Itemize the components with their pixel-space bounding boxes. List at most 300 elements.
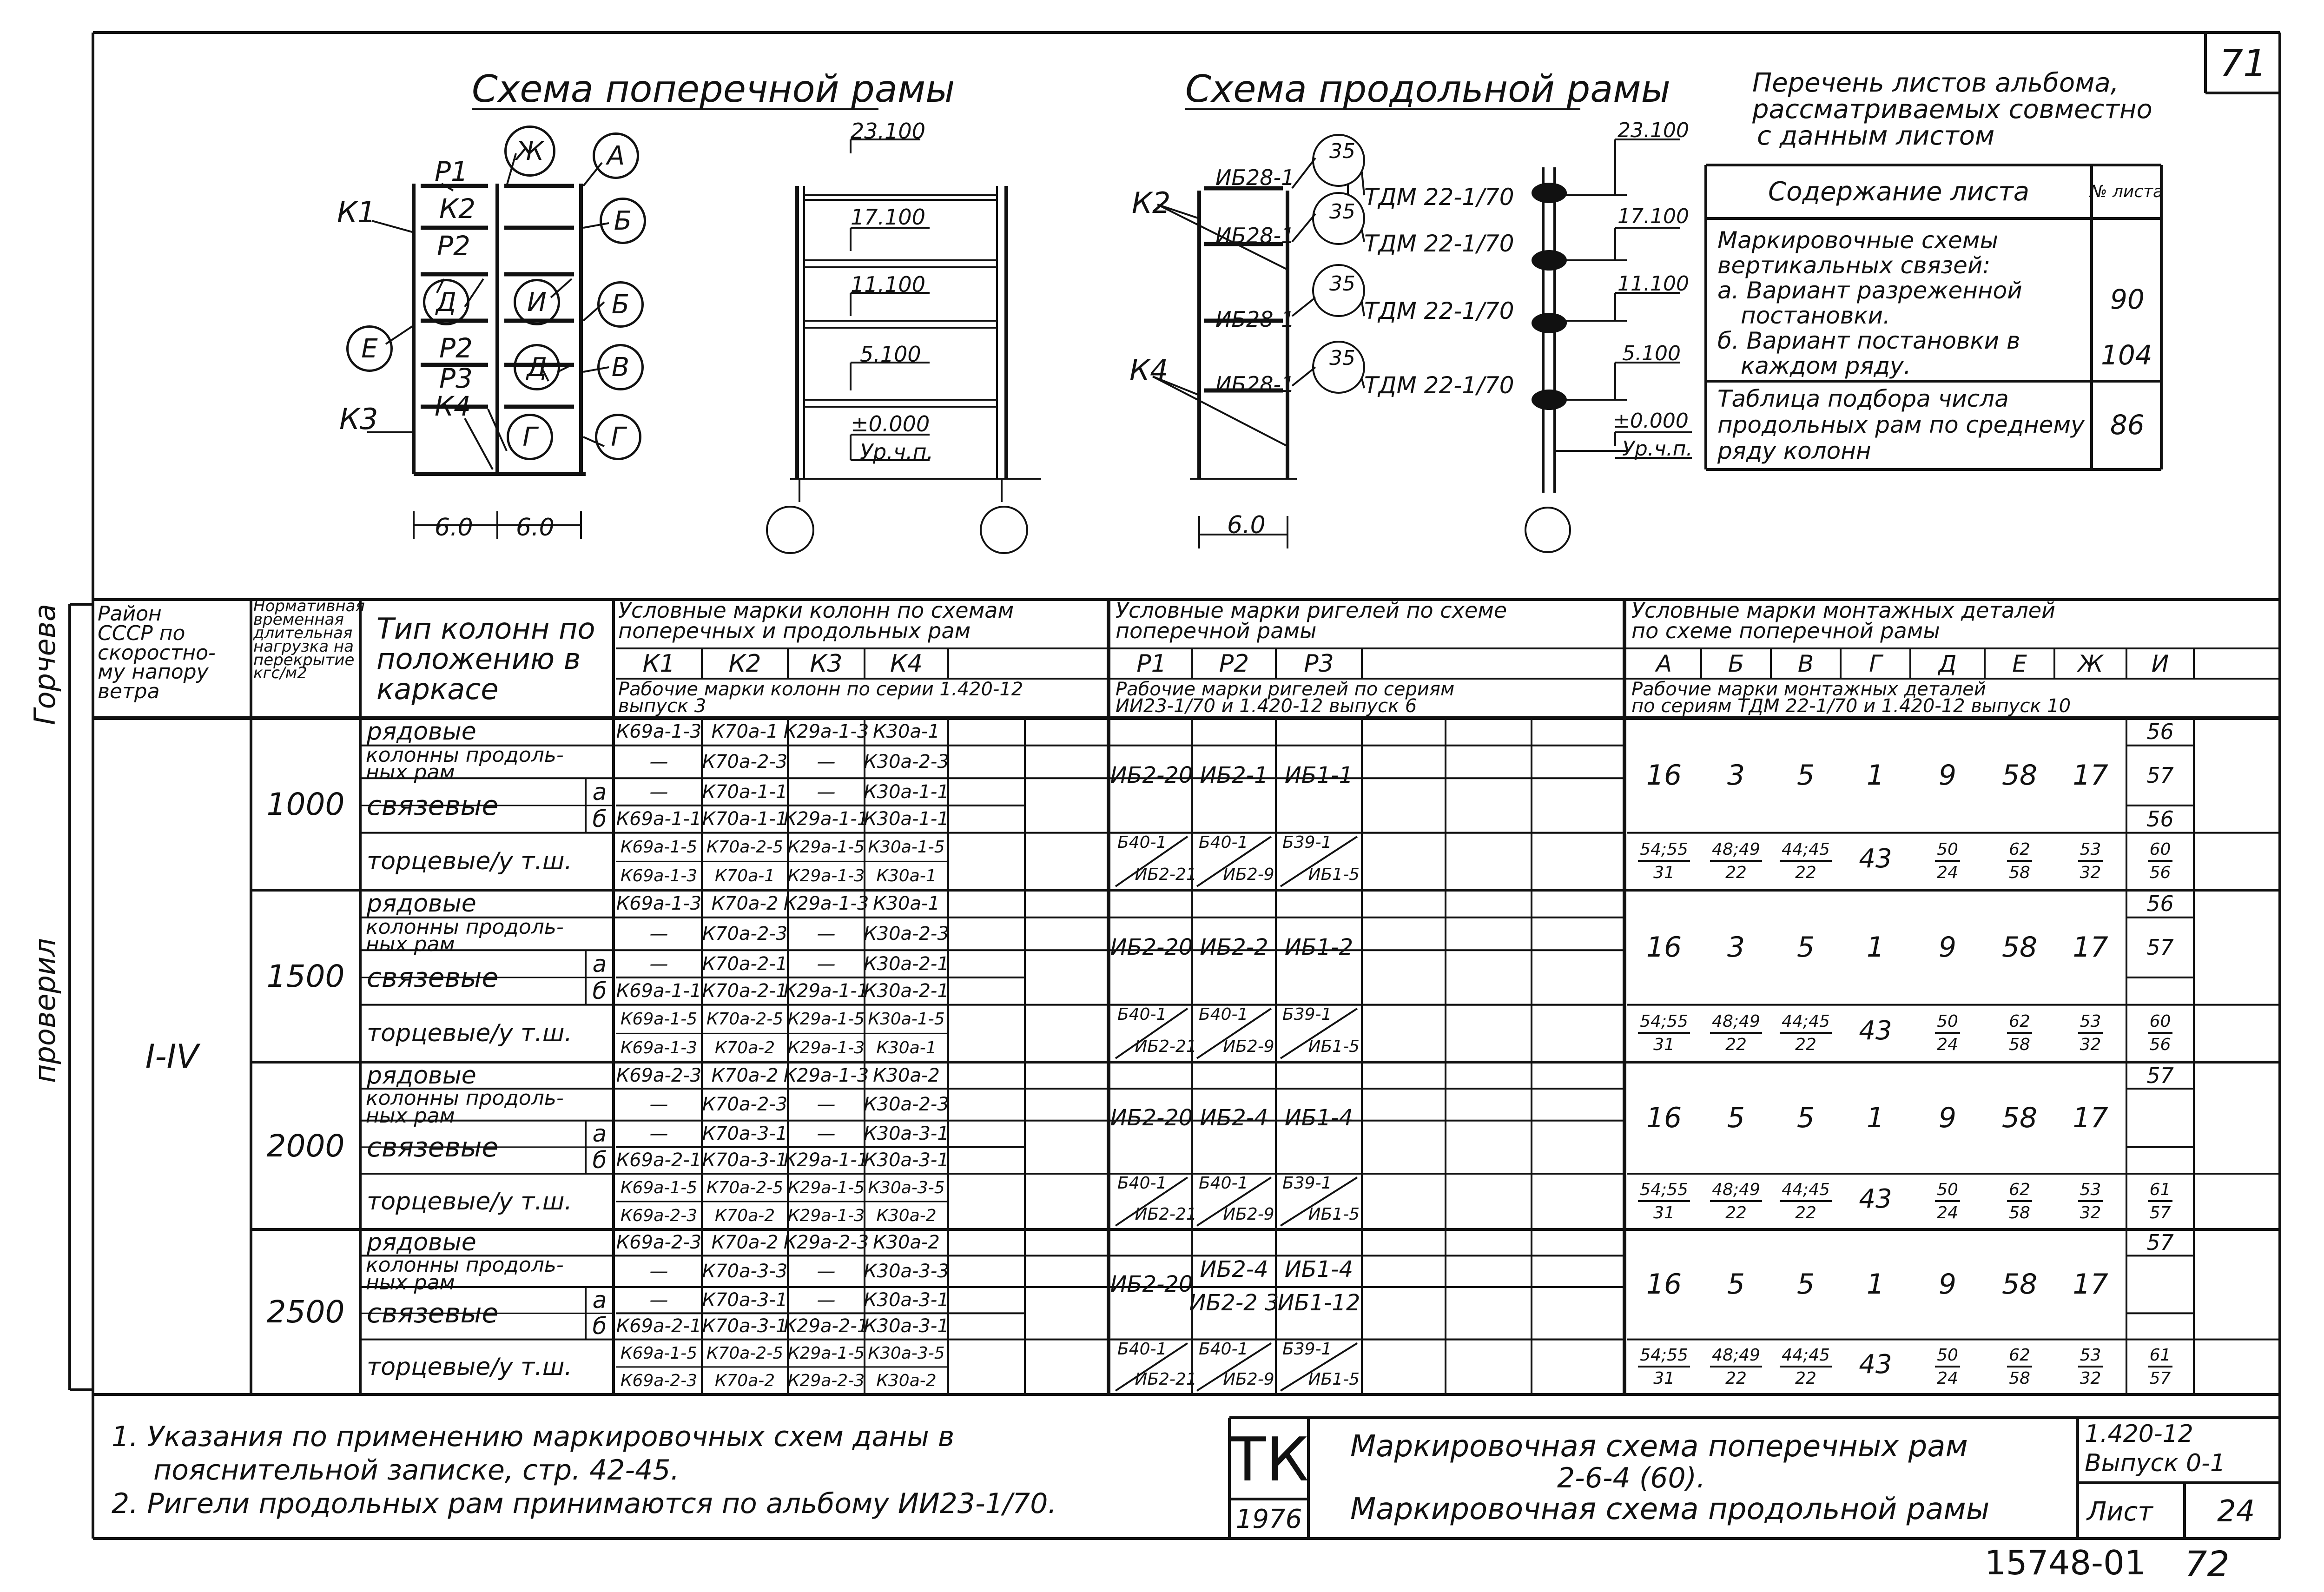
header-cols-top-line: поперечных и продольных рам [618, 618, 971, 643]
detail-mark: 5 [1796, 1102, 1815, 1134]
col-mark: К69а-1-3 [616, 721, 702, 743]
detail-i: 56 [2146, 719, 2174, 745]
col-mark: К70а-1-1 [702, 781, 788, 803]
header-cols-bottom-line: Рабочие марки колонн по серии 1.420-12 [618, 679, 1023, 700]
beam-end-top: Б39-1 [1282, 832, 1332, 852]
detail-end [2054, 1340, 2126, 1394]
detail-end [1841, 1005, 1910, 1062]
detail-end-bottom: 31 [1653, 863, 1675, 883]
header-region-line: СССР по [98, 621, 185, 645]
col-mark: К29а-1-1 [783, 808, 869, 830]
type-end: торцевые/у т.ш. [367, 1019, 572, 1048]
header-det-bottom [1631, 679, 2071, 717]
header-region-line: му напору [98, 660, 209, 684]
sheet-list-header-content: Содержание листа [1768, 177, 2030, 207]
detail-end [1910, 833, 1985, 890]
detail-end-bottom: 22 [1725, 1368, 1747, 1388]
col-mark: К70а-3-1 [702, 1289, 788, 1311]
detail-mark: 9 [1938, 759, 1957, 792]
detail-end-top: 44;45 [1780, 1013, 1832, 1034]
header-region-line: скоростно- [98, 641, 216, 665]
header-cols-top [618, 598, 1014, 643]
col-mark: — [649, 953, 668, 975]
stamp-title-1: Маркировочная схема поперечных рам [1350, 1429, 1968, 1464]
col-mark-end-bottom: К69а-1-3 [620, 1038, 698, 1057]
header-type-line: Тип колонн по [376, 612, 595, 646]
col-mark: — [649, 1123, 668, 1145]
type-end: торцевые/у т.ш. [367, 847, 572, 876]
col-mark: — [649, 1094, 668, 1116]
detail-end [1985, 833, 2054, 890]
col-mark-end-top: К70а-2-5 [706, 837, 784, 857]
header-type [376, 612, 595, 707]
detail-end-top: 62 [2007, 1347, 2032, 1367]
col-mark-end-bottom: К70а-2 [714, 1206, 775, 1225]
label-k2: К2 [439, 193, 476, 225]
col-mark-end-bottom: К70а-2 [714, 1371, 775, 1390]
note-1-line-2: пояснительной записке, стр. 42-45. [153, 1454, 680, 1486]
detail-end-bottom: 32 [2080, 1035, 2101, 1055]
beam-end-bottom: ИБ1-5 [1308, 1037, 1360, 1056]
header-beams-bottom-line: ИИ23-1/70 и 1.420-12 выпуск 6 [1116, 695, 1417, 717]
col-mark-end-bottom: К70а-1 [714, 866, 775, 885]
tdm-3: ТДМ 22-1/70 [1364, 297, 1514, 324]
col-mark: — [817, 1289, 836, 1311]
detail-end-top: 53 [2078, 841, 2103, 862]
circle-35-4: 35 [1329, 346, 1355, 370]
header-det-bottom-line: Рабочие марки монтажных деталей [1631, 679, 1986, 700]
detail-end-top: 43 [1859, 1016, 1892, 1046]
type-long-line: колонны продоль- [366, 743, 564, 767]
type-row: рядовые [367, 890, 476, 918]
detail-end [1771, 833, 1841, 890]
col-mark: К70а-3-1 [702, 1123, 788, 1145]
header-region-line: ветра [98, 680, 160, 704]
detail-end-top: 43 [1859, 1349, 1892, 1380]
detail-mark: 3 [1727, 759, 1745, 792]
detail-end-bottom: 22 [1795, 1368, 1816, 1388]
header-col-К4: К4 [890, 649, 923, 678]
detail-end [2126, 1174, 2194, 1229]
detail-mark: 5 [1796, 931, 1815, 964]
col-mark: К30а-3-1 [864, 1123, 949, 1145]
header-det-И: И [2151, 650, 2169, 677]
beam-end-top: Б40-1 [1117, 1004, 1167, 1024]
detail-end [1985, 1340, 2054, 1394]
col-mark-end-top: К29а-1-5 [787, 837, 865, 857]
col-mark: К70а-2 [711, 1064, 779, 1086]
sheet-list-line: Таблица подбора числа [1717, 385, 2009, 412]
stamp-logo: ТК [1229, 1424, 1309, 1495]
long-label-k2: К2 [1132, 186, 1171, 220]
detail-mark: 5 [1727, 1102, 1745, 1134]
type-a: а [592, 1287, 607, 1314]
type-b: б [592, 978, 607, 1005]
beam-end-bottom: ИБ2-21 [1135, 1369, 1197, 1389]
type-b: б [592, 1313, 607, 1340]
label-p3: Р3 [439, 363, 473, 394]
detail-mark: 17 [2073, 1102, 2108, 1134]
col-mark: К70а-2-3 [702, 751, 788, 773]
col-mark: К30а-3-1 [864, 1289, 949, 1311]
detail-end [1701, 1005, 1771, 1062]
detail-mark: 9 [1938, 1102, 1957, 1134]
elev-right-23100: 23.100 [1618, 119, 1689, 142]
stamp-year: 1976 [1235, 1504, 1302, 1534]
stamp-sheet-label: Лист [2087, 1497, 2153, 1527]
circle-d1: Д [423, 279, 469, 325]
beam-end-bottom: ИБ1-5 [1308, 865, 1360, 884]
sheet-list-row-1 [1717, 228, 2022, 378]
beam-mark: ИБ2-20 [1110, 934, 1193, 961]
header-beams-top-line: Условные марки ригелей по схеме [1116, 598, 1507, 623]
col-mark: К30а-2-1 [864, 980, 949, 1002]
type-long-line: колонны продоль- [366, 1253, 564, 1277]
beam-end-top: Б40-1 [1199, 1004, 1248, 1024]
beam-mark: ИБ2-20 [1110, 762, 1193, 789]
col-mark-end-top: К29а-1-5 [787, 1343, 865, 1363]
col-mark: К70а-3-1 [702, 1315, 788, 1337]
col-mark-end-top: К70а-2-5 [706, 1009, 784, 1029]
col-mark: К69а-1-1 [616, 980, 702, 1002]
detail-end [1627, 1340, 1701, 1394]
detail-end-top: 48;49 [1710, 1182, 1762, 1202]
col-mark-end-top: К29а-1-5 [787, 1178, 865, 1197]
detail-end [1985, 1005, 2054, 1062]
sheet-list-title-line: рассматриваемых совместно [1752, 94, 2152, 125]
col-mark: — [649, 1289, 668, 1311]
circle-35-3: 35 [1329, 272, 1355, 296]
detail-end [1841, 1174, 1910, 1229]
side-stamp-checked: проверил [28, 938, 62, 1083]
type-long [366, 1086, 564, 1128]
elev-right-17100: 17.100 [1618, 205, 1689, 228]
col-mark: К29а-1-3 [783, 893, 869, 915]
type-bond: связевые [367, 961, 499, 993]
col-mark-end-bottom: К30а-2 [876, 1371, 937, 1390]
circle-b2: Б [597, 281, 644, 328]
stamp-series: 1.420-12 [2085, 1420, 2193, 1448]
col-mark: К30а-1-1 [864, 781, 949, 803]
detail-end-bottom: 22 [1795, 1203, 1816, 1222]
col-mark-end-bottom: К29а-2-3 [787, 1371, 865, 1390]
detail-end-top: 44;45 [1780, 841, 1832, 862]
detail-end [1910, 1174, 1985, 1229]
circle-35-2: 35 [1329, 200, 1355, 224]
col-mark: К70а-2-3 [702, 1094, 788, 1116]
col-mark: — [649, 781, 668, 803]
header-load-line: временная [253, 610, 344, 629]
detail-mark: 16 [1646, 1102, 1682, 1134]
beam-end-bottom: ИБ2-9 [1223, 1204, 1274, 1224]
col-mark: К30а-2 [873, 1232, 940, 1254]
header-beams-top [1116, 598, 1507, 643]
detail-end-bottom: 32 [2080, 1203, 2101, 1222]
detail-end [2126, 833, 2194, 890]
sheet-list-line: ряду колонн [1717, 437, 1871, 464]
label-k4: К4 [435, 390, 471, 422]
col-mark-end-top: К69а-1-5 [620, 1178, 698, 1197]
sheet-list-line: постановки. [1741, 302, 1890, 329]
beam-end-top: Б40-1 [1117, 1174, 1167, 1193]
detail-end-top: 60 [2148, 1013, 2173, 1034]
dim-6-0-a: 6.0 [435, 514, 473, 542]
header-det-top-line: Условные марки монтажных деталей [1631, 598, 2055, 623]
label-p2: Р2 [437, 230, 470, 262]
detail-end-bottom: 56 [2149, 1035, 2171, 1055]
detail-end-bottom: 58 [2009, 1368, 2030, 1388]
detail-end-bottom: 32 [2080, 863, 2101, 883]
detail-end [2054, 1174, 2126, 1229]
detail-mark: 5 [1727, 1268, 1745, 1301]
header-load-line: длительная [253, 623, 353, 642]
col-mark: К70а-2 [711, 893, 779, 915]
col-mark: К70а-3-3 [702, 1261, 788, 1282]
elev-right-floor: Ур.ч.п. [1622, 437, 1693, 461]
sheet-list-row-2 [1717, 386, 2085, 464]
detail-end-top: 62 [2007, 841, 2032, 862]
label-p2b: Р2 [439, 332, 473, 364]
long-label-k4: К4 [1129, 353, 1169, 387]
detail-end [1627, 833, 1701, 890]
header-load-line: кгс/м2 [253, 664, 307, 683]
detail-mark: 58 [2001, 759, 2038, 792]
detail-end-bottom: 24 [1937, 1203, 1958, 1222]
header-det-Б: Б [1728, 650, 1744, 677]
detail-end-bottom: 22 [1725, 863, 1747, 883]
detail-end-top: 43 [1859, 1184, 1892, 1214]
header-load-line: Нормативная [253, 597, 365, 615]
header-det-Г: Г [1869, 650, 1882, 677]
detail-end [1701, 1174, 1771, 1229]
detail-mark: 17 [2073, 931, 2108, 964]
col-mark: К70а-1 [711, 721, 779, 743]
header-beam-Р1: Р1 [1136, 649, 1167, 678]
col-mark-end-top: К29а-1-5 [787, 1009, 865, 1029]
elev-right-5100: 5.100 [1622, 342, 1681, 365]
header-load-line: перекрытие [253, 650, 355, 669]
col-mark: К29а-1-3 [783, 721, 869, 743]
header-det-Е: Е [2012, 650, 2027, 677]
header-det-Д: Д [1938, 650, 1957, 677]
col-mark: К30а-2-3 [864, 751, 949, 773]
col-mark-end-bottom: К29а-1-3 [787, 1038, 865, 1057]
detail-end-top: 53 [2078, 1347, 2103, 1367]
col-mark: — [817, 1261, 836, 1282]
load-1000: 1000 [266, 786, 345, 822]
type-long [366, 915, 564, 957]
detail-end-bottom: 24 [1937, 863, 1958, 883]
detail-end [1985, 1174, 2054, 1229]
beam-mark-alt: ИБ1-12 [1277, 1290, 1360, 1316]
bottom-page: 72 [2185, 1543, 2230, 1585]
detail-end-bottom: 22 [1795, 863, 1816, 883]
col-mark-end-top: К30а-1-5 [868, 1009, 945, 1029]
detail-end [1771, 1340, 1841, 1394]
sheet-list-line: каждом ряду. [1741, 352, 1911, 379]
stamp-title-3: Маркировочная схема продольной рамы [1350, 1492, 1990, 1526]
sheet-list-line: б. Вариант постановки в [1717, 327, 2020, 354]
sheet-list-line: Маркировочные схемы [1717, 227, 1999, 254]
long-beam-4: ИБ28-1 [1215, 372, 1295, 397]
detail-end [1910, 1005, 1985, 1062]
header-cols-bottom-line: выпуск 3 [618, 695, 706, 717]
detail-i: 56 [2146, 806, 2174, 832]
col-mark-end-top: К70а-2-5 [706, 1178, 784, 1197]
beam-mark: ИБ2-20 [1110, 1105, 1193, 1131]
long-beam-1: ИБ28-1 [1215, 165, 1295, 190]
type-end: торцевые/у т.ш. [367, 1353, 572, 1381]
beam-mark: ИБ2-2 [1200, 934, 1268, 961]
detail-end [2054, 1005, 2126, 1062]
detail-end-top: 54;55 [1638, 1013, 1690, 1034]
beam-mark: ИБ2-4 [1200, 1105, 1268, 1131]
header-region-line: Район [98, 602, 162, 626]
type-bond: связевые [367, 789, 499, 821]
col-mark: К70а-2-3 [702, 923, 788, 945]
detail-end-top: 44;45 [1780, 1347, 1832, 1367]
type-long-line: ных рам [366, 1270, 455, 1295]
detail-end-bottom: 31 [1653, 1203, 1675, 1222]
type-long [366, 1253, 564, 1295]
detail-mark: 1 [1866, 759, 1885, 792]
detail-mark: 17 [2073, 759, 2108, 792]
detail-end [1841, 1340, 1910, 1394]
circle-zh: Ж [504, 126, 555, 177]
detail-end [1910, 1340, 1985, 1394]
circle-e: Е [346, 325, 393, 372]
detail-end [1701, 1340, 1771, 1394]
detail-end-top: 48;49 [1710, 841, 1762, 862]
detail-end-bottom: 58 [2009, 863, 2030, 883]
header-det-top-line: по схеме поперечной рамы [1631, 618, 1940, 643]
circle-35-1: 35 [1329, 139, 1355, 163]
detail-mark: 16 [1646, 931, 1682, 964]
col-mark: К69а-2-1 [616, 1149, 702, 1171]
beam-end-top: Б40-1 [1199, 1339, 1248, 1359]
col-mark: К30а-3-3 [864, 1261, 949, 1282]
header-beam-Р2: Р2 [1219, 649, 1249, 678]
stamp-title-2: 2-6-4 (60). [1557, 1462, 1706, 1494]
type-row: рядовые [367, 1061, 476, 1090]
header-det-В: В [1797, 650, 1814, 677]
detail-i: 57 [2146, 1230, 2174, 1255]
tdm-1: ТДМ 22-1/70 [1364, 184, 1514, 211]
beam-end-bottom: ИБ1-5 [1308, 1204, 1360, 1224]
header-region [98, 602, 216, 704]
col-mark: — [817, 1123, 836, 1145]
detail-end-top: 54;55 [1638, 841, 1690, 862]
col-mark: — [817, 1094, 836, 1116]
beam-mark: ИБ2-20 [1110, 1271, 1193, 1298]
header-cols-top-line: Условные марки колонн по схемам [618, 598, 1014, 623]
detail-end-top: 62 [2007, 1182, 2032, 1202]
detail-end-bottom: 32 [2080, 1368, 2101, 1388]
detail-end-top: 53 [2078, 1013, 2103, 1034]
col-mark: К69а-2-3 [616, 1232, 702, 1254]
col-mark-end-bottom: К30а-1 [876, 866, 937, 885]
sheet-list-title [1752, 68, 2152, 152]
detail-mark: 1 [1866, 1102, 1885, 1134]
elev-right-11100: 11.100 [1618, 272, 1689, 296]
detail-end [2126, 1340, 2194, 1394]
circle-g1: Г [507, 414, 553, 460]
header-col-К1: К1 [642, 649, 675, 678]
long-dim: 6.0 [1227, 511, 1266, 539]
type-row: рядовые [367, 1229, 476, 1257]
bottom-code: 15748-01 [1985, 1543, 2146, 1582]
col-mark: К69а-2-1 [616, 1315, 702, 1337]
col-mark-end-top: К69а-1-5 [620, 1009, 698, 1029]
detail-mark: 58 [2001, 1268, 2038, 1301]
col-mark: К30а-3-1 [864, 1315, 949, 1337]
detail-end [1771, 1174, 1841, 1229]
col-mark-end-top: К30а-3-5 [868, 1343, 945, 1363]
col-mark-end-bottom: К30а-1 [876, 1038, 937, 1057]
col-mark-end-bottom: К69а-1-3 [620, 866, 698, 885]
header-det-Ж: Ж [2078, 650, 2103, 677]
col-mark: К70а-2-1 [702, 953, 788, 975]
detail-end-bottom: 24 [1937, 1368, 1958, 1388]
circle-a: А [593, 132, 639, 179]
detail-end-top: 62 [2007, 1013, 2032, 1034]
col-mark: К30а-2 [873, 1064, 940, 1086]
beam-end-top: Б40-1 [1199, 832, 1248, 852]
type-a: а [592, 950, 607, 978]
detail-end-bottom: 58 [2009, 1203, 2030, 1222]
beam-end-top: Б39-1 [1282, 1174, 1332, 1193]
beam-end-bottom: ИБ2-21 [1135, 1037, 1197, 1056]
notes [112, 1420, 1056, 1520]
header-det-bottom-line: по сериям ТДМ 22-1/70 и 1.420-12 выпуск 10 [1631, 695, 2071, 717]
detail-mark: 58 [2001, 1102, 2038, 1134]
detail-end-bottom: 22 [1795, 1035, 1816, 1055]
detail-end-bottom: 56 [2149, 863, 2171, 883]
stamp-sheet-num: 24 [2217, 1494, 2255, 1529]
col-mark-end-bottom: К70а-2 [714, 1038, 775, 1057]
page-number: 71 [2219, 42, 2267, 85]
sheet-list-num-90: 90 [2110, 284, 2145, 315]
label-p1: Р1 [435, 156, 468, 187]
header-load-line: нагрузка на [253, 637, 354, 656]
col-mark-end-bottom: К29а-1-3 [787, 1206, 865, 1225]
type-bond: связевые [367, 1131, 499, 1163]
detail-end-bottom: 31 [1653, 1368, 1675, 1388]
beam-end-bottom: ИБ2-9 [1223, 865, 1274, 884]
col-mark: К30а-1 [873, 893, 940, 915]
detail-end-bottom: 24 [1937, 1035, 1958, 1055]
note-1-line-1: 1. Указания по применению маркировочных схем даны в [112, 1420, 955, 1453]
col-mark: К69а-1-3 [616, 893, 702, 915]
col-mark: — [817, 781, 836, 803]
sheet-list-line: а. Вариант разреженной [1717, 277, 2022, 304]
beam-end-top: Б39-1 [1282, 1004, 1332, 1024]
detail-end-bottom: 57 [2149, 1203, 2171, 1222]
sheet-list-header-num: № листа [2089, 182, 2164, 201]
header-det-top [1631, 598, 2055, 643]
col-mark: — [649, 751, 668, 773]
side-stamp-name: Горчева [28, 603, 62, 725]
note-2: 2. Ригели продольных рам принимаются по альбому ИИ23-1/70. [112, 1487, 1057, 1520]
detail-end-top: 50 [1935, 841, 1960, 862]
col-mark: К29а-2-1 [783, 1315, 869, 1337]
beam-mark: ИБ1-2 [1284, 934, 1353, 961]
detail-i: 57 [2146, 1063, 2174, 1088]
beam-mark: ИБ1-4 [1284, 1256, 1353, 1283]
detail-end-top: 44;45 [1780, 1182, 1832, 1202]
header-beams-bottom [1116, 679, 1455, 717]
beam-mark-alt: ИБ2-2 3 [1189, 1290, 1279, 1316]
